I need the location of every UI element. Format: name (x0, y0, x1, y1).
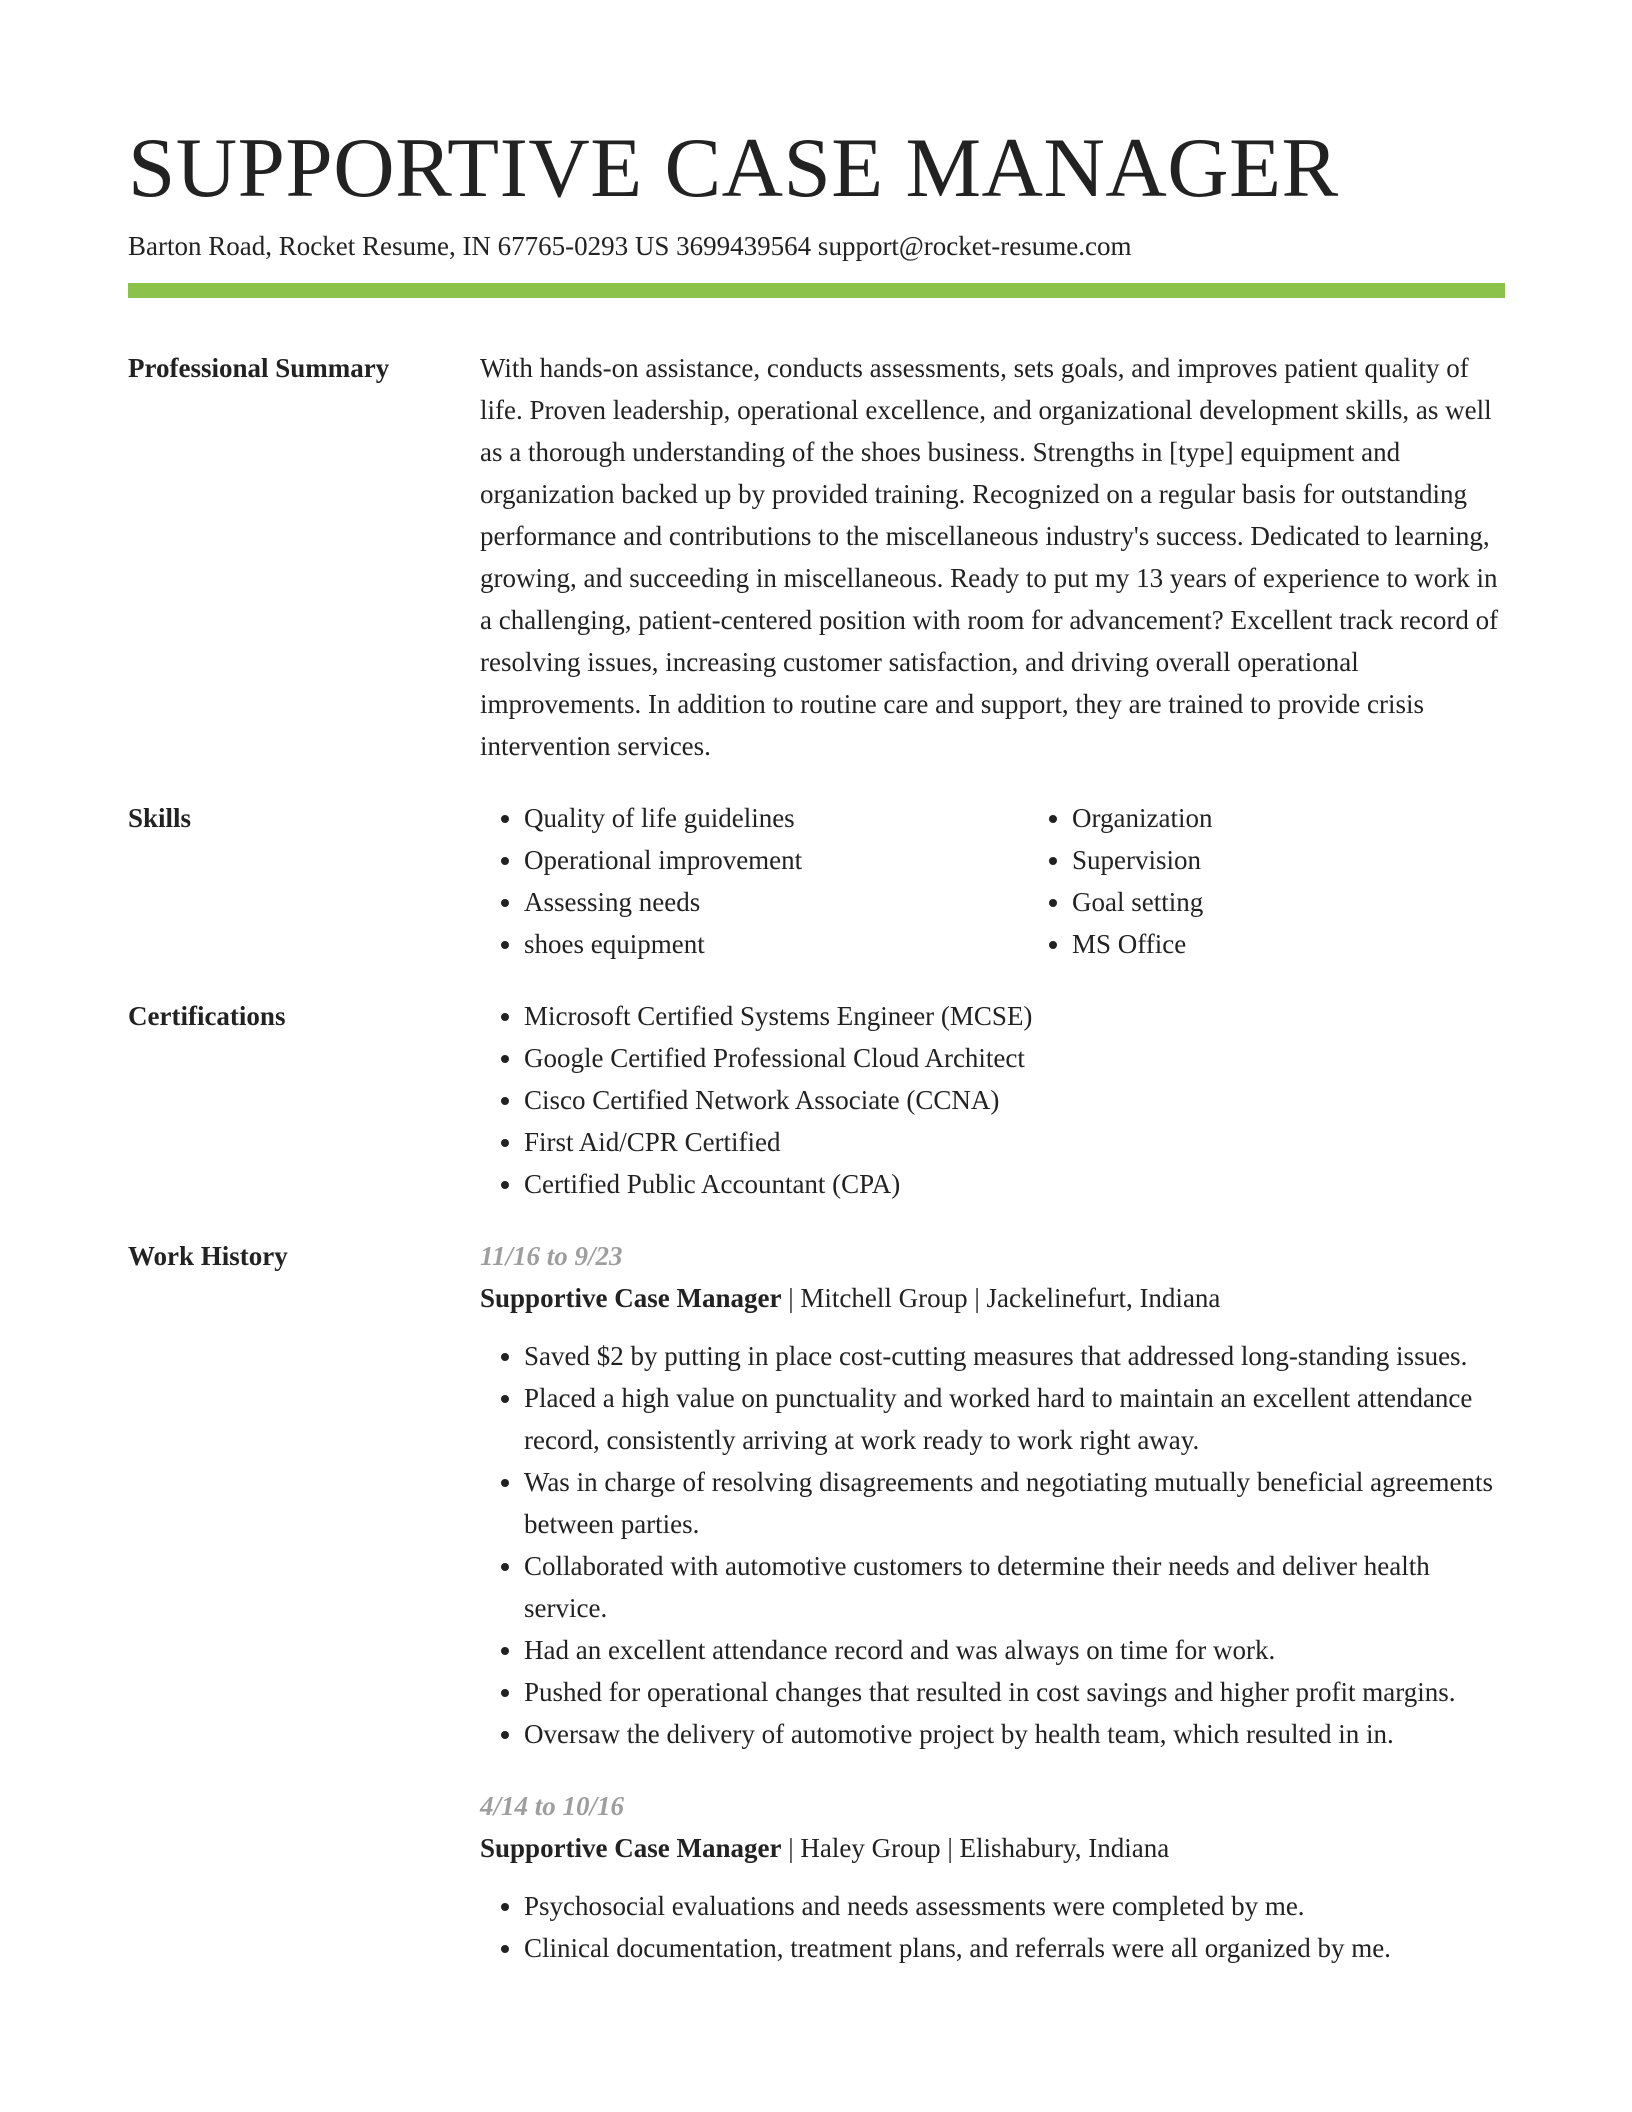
job-bullet: • Oversaw the delivery of automotive project by health team, which resulted in in. (524, 1713, 1505, 1755)
summary-text: With hands-on assistance, conducts assessments, sets goals, and improves patient quality of life. Proven leadership, operational excellence, and organizational development skills, as well as a thorough understanding of the shoes business. Strengths in [type] equipment and organization backed up by provided training. Recognized on a regular basis for outstanding performance and contributions to the miscellaneous industry's success. Dedicated to learning, growing, and succeeding in miscellaneous. Ready to put my 13 years of experience to work in a challenging, patient-centered position with room for advancement? Excellent track record of resolving issues, increasing customer satisfaction, and driving overall operational improvements. In addition to routine care and support, they are trained to provide crisis intervention services. (480, 353, 1499, 761)
job-bullet: • Had an excellent attendance record and was always on time for work. (524, 1629, 1505, 1671)
header-divider (128, 283, 1505, 298)
section-work-history (128, 1235, 1505, 1969)
job-bullet: • Psychosocial evaluations and needs assessments were completed by me. (524, 1885, 1505, 1927)
resume-page (128, 118, 1505, 1969)
skill-item: • Organization (1072, 797, 1576, 839)
section-certifications (128, 995, 1505, 1205)
job-bullet: • Placed a high value on punctuality and worked hard to maintain an excellent attendance record, consistently arriving at work ready to work right away. (524, 1377, 1505, 1461)
skills-list-right (1028, 797, 1576, 965)
job-header (480, 1827, 1505, 1869)
job-bullet: • Pushed for operational changes that resulted in cost savings and higher profit margins. (524, 1671, 1505, 1713)
certifications-list (480, 995, 1505, 1205)
certification-item: • First Aid/CPR Certified (524, 1121, 1505, 1163)
job-title: Supportive Case Manager (480, 1833, 782, 1863)
job-bullet-list (480, 1885, 1505, 1969)
job-entry (480, 1785, 1505, 1969)
job-bullet: • Saved $2 by putting in place cost-cutting measures that addressed long-standing issues. (524, 1335, 1505, 1377)
job-bullet: • Clinical documentation, treatment plans, and referrals were all organized by me. (524, 1927, 1505, 1969)
certification-item: • Certified Public Accountant (CPA) (524, 1163, 1505, 1205)
skill-item: • Supervision (1072, 839, 1576, 881)
skill-item: • Assessing needs (524, 881, 1028, 923)
job-bullet-list (480, 1335, 1505, 1755)
skill-item: • Quality of life guidelines (524, 797, 1028, 839)
job-bullet: • Was in charge of resolving disagreements and negotiating mutually beneficial agreements between parties. (524, 1461, 1505, 1545)
contact-info: Barton Road, Rocket Resume, IN 67765-0293 US 3699439564 support@rocket-resume.com (128, 231, 1132, 261)
skill-item: • Operational improvement (524, 839, 1028, 881)
section-summary (128, 347, 1505, 767)
skills-list-left (480, 797, 1028, 965)
job-dates: 4/14 to 10/16 (480, 1791, 625, 1821)
section-label-summary: Professional Summary (128, 353, 390, 383)
job-title: Supportive Case Manager (480, 1283, 782, 1313)
section-label-work-history: Work History (128, 1241, 288, 1271)
certification-item: • Cisco Certified Network Associate (CCNA) (524, 1079, 1505, 1121)
skill-item: • MS Office (1072, 923, 1576, 965)
job-header (480, 1277, 1505, 1319)
section-label-skills: Skills (128, 803, 192, 833)
resume-name: SUPPORTIVE CASE MANAGER (128, 121, 1339, 215)
section-skills (128, 797, 1505, 965)
job-bullet: • Collaborated with automotive customers to determine their needs and deliver health service. (524, 1545, 1505, 1629)
certification-item: • Microsoft Certified Systems Engineer (MCSE) (524, 995, 1505, 1037)
job-dates: 11/16 to 9/23 (480, 1241, 623, 1271)
certification-item: • Google Certified Professional Cloud Architect (524, 1037, 1505, 1079)
job-details: | Mitchell Group | Jackelinefurt, Indiana (781, 1283, 1221, 1313)
job-entry (480, 1235, 1505, 1755)
section-label-certifications: Certifications (128, 1001, 286, 1031)
skill-item: • shoes equipment (524, 923, 1028, 965)
job-details: | Haley Group | Elishabury, Indiana (781, 1833, 1170, 1863)
skill-item: • Goal setting (1072, 881, 1576, 923)
